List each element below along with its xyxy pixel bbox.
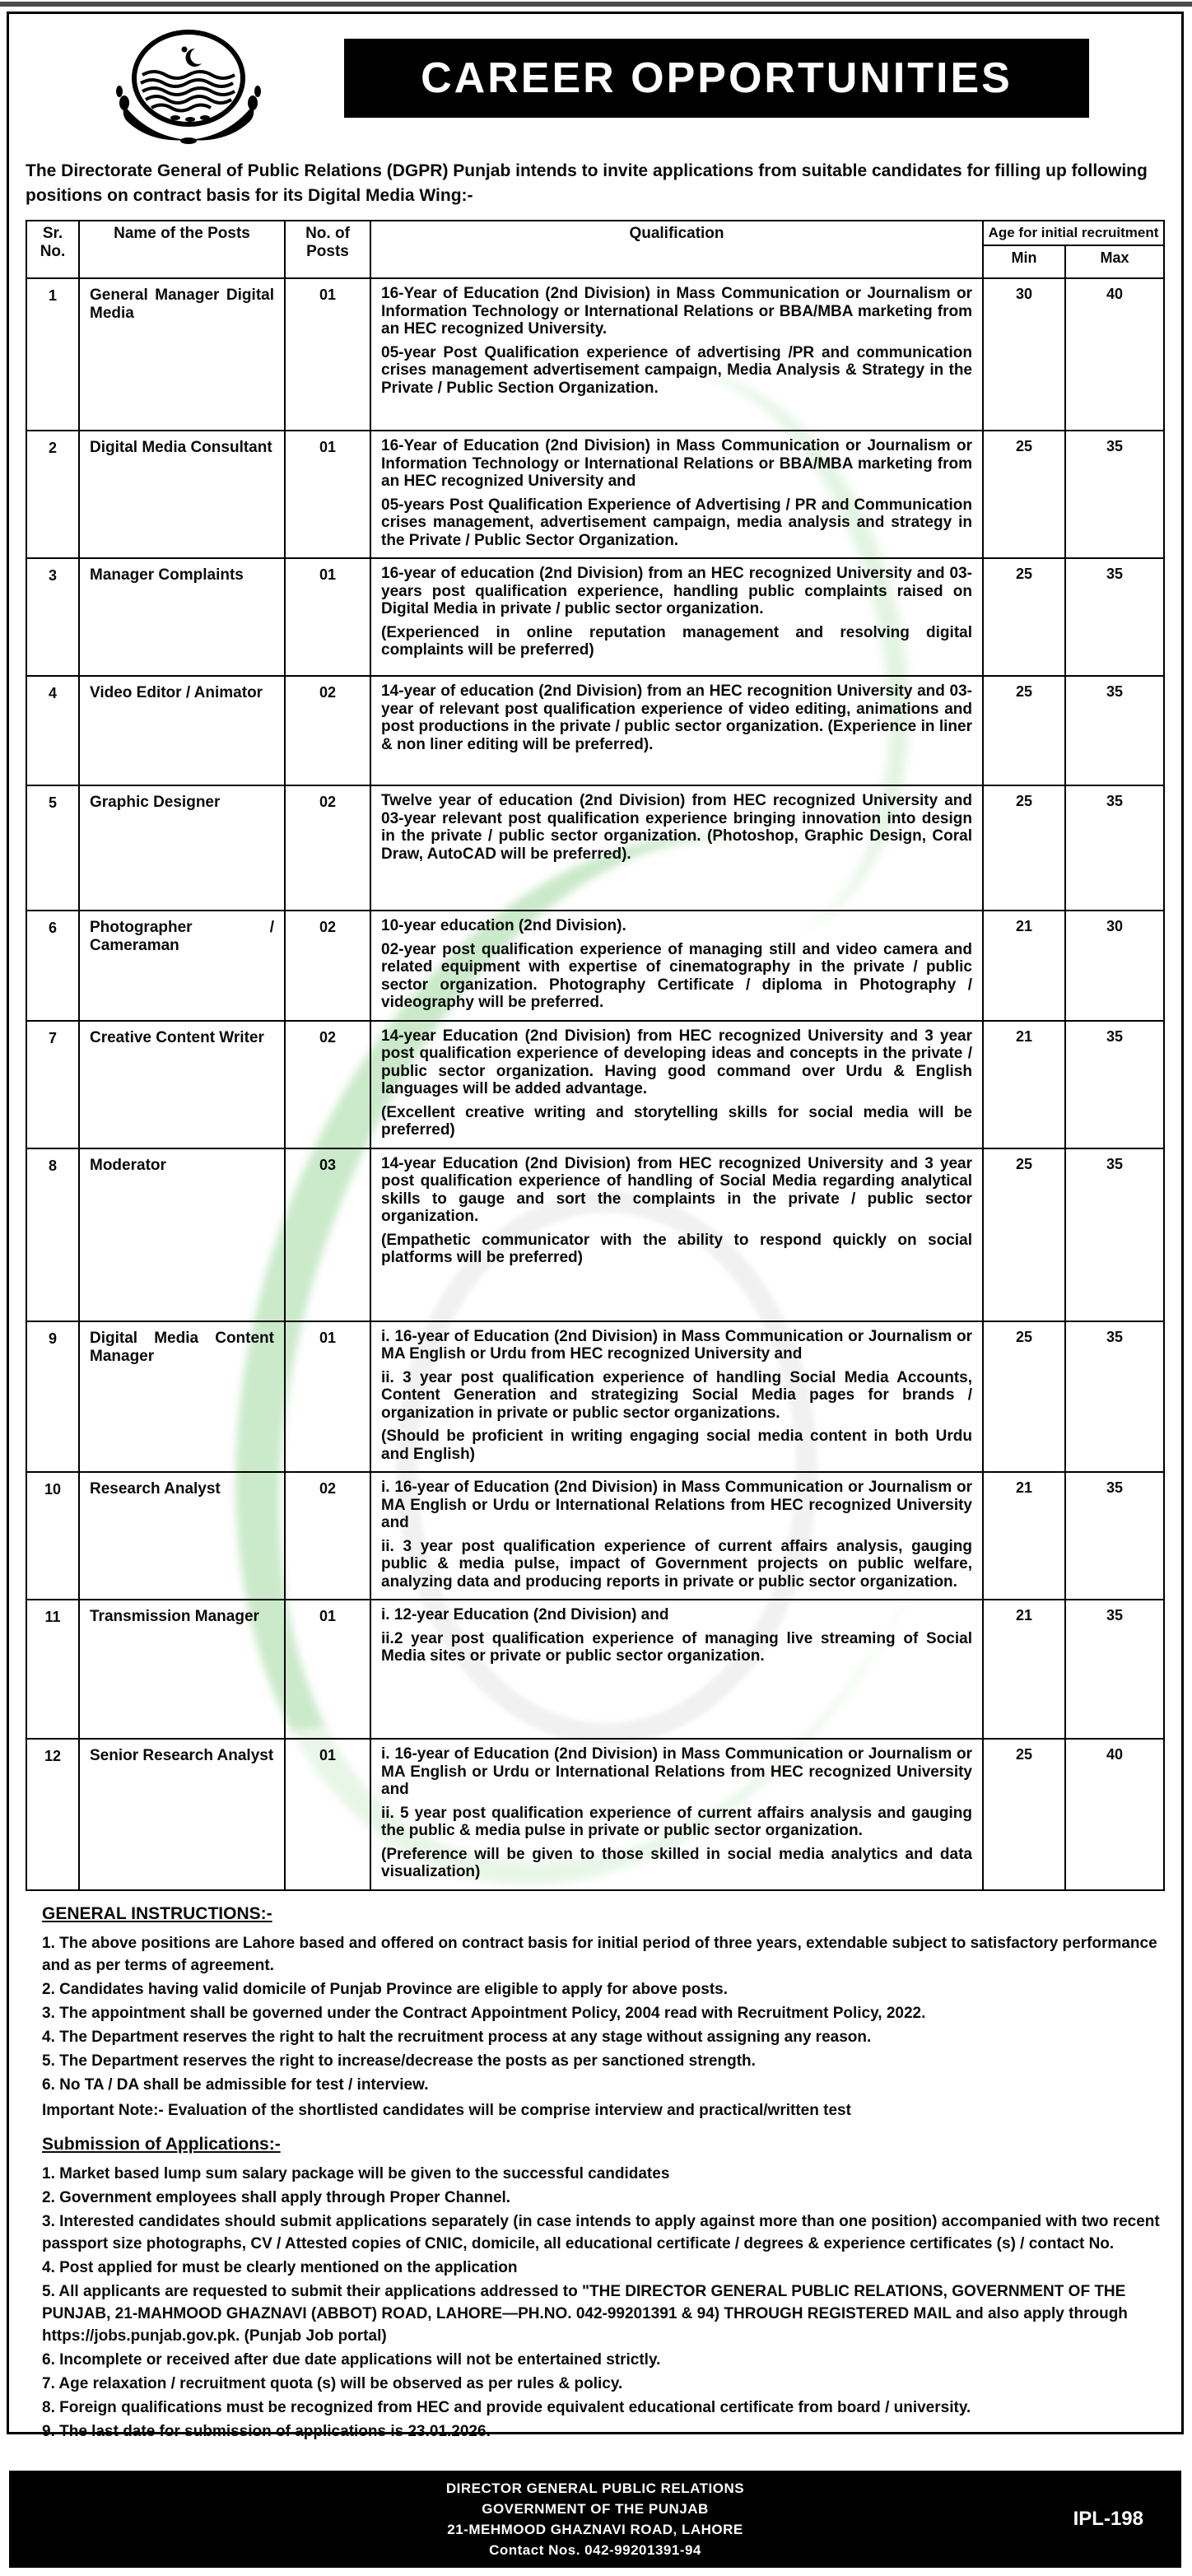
page-border [7, 12, 1184, 2558]
cell-qualification: i. 12-year Education (2nd Division) and ii.2 year post qualification experience of managing live streaming of Social Media sites or private or public sector organization. [370, 1600, 983, 1739]
cell-qualification: i. 16-year of Education (2nd Division) in Mass Communication or Journalism or MA English or Urdu or International Relations from HEC recognized University and ii. 5 year post qualification experience of current affairs analysis and gauging the public & media pulse in private or public sector organization. (Preference will be given to those skilled in social media analytics and data visualization) [370, 1739, 983, 1890]
table-row [26, 1321, 1164, 1473]
general-instructions-heading: GENERAL INSTRUCTIONS:- [42, 1903, 272, 1923]
submission-item: 3. Interested candidates should submit applications separately (in case intends to apply against more than one position) accompanied with two recent passport size photographs, CV / Attested copies of CNIC, domicile, all educational certificate / degrees & experience certificates (s) / contact No. [42, 2212, 1160, 2252]
cell-age-max: 35 [1065, 558, 1164, 676]
cell-age-min: 25 [983, 1739, 1065, 1890]
cell-sr-no: 11 [26, 1600, 79, 1739]
cell-age-min: 25 [983, 558, 1065, 676]
header [24, 19, 1166, 146]
cell-age-min: 25 [983, 1321, 1065, 1473]
instruction-item: 1. The above positions are Lahore based and offered on contract basis for initial period of three years, extendable subject to satisfactory performance and as per terms of agreement. [42, 1934, 1157, 1974]
cell-sr-no: 10 [26, 1472, 79, 1600]
col-header-age: Age for initial recruitment [983, 221, 1164, 245]
cell-qualification: 14-year Education (2nd Division) from HEC recognized University and 3 year post qualification experience of handling of Social Media regarding analytical skills to gauge and sort the complaints in the private / public sector organization. (Empathetic communicator with the ability to respond quickly on social platforms will be preferred) [370, 1148, 983, 1321]
cell-qualification: i. 16-year of Education (2nd Division) in Mass Communication or Journalism or MA English or Urdu from HEC recognized University and ii. 3 year post qualification experience of handling Social Media Accounts, Content Generation and strategizing Social Media pages for brands / organization in private or public sector organizations. (Should be proficient in writing engaging social media content in both Urdu and English) [370, 1321, 983, 1473]
submission-item: 9. The last date for submission of applications is 23.01.2026. [42, 2422, 491, 2440]
intro-text: The Directorate General of Public Relations (DGPR) Punjab intends to invite applications from suitable candidates for filling up following positions on contract basis for its Digital Media Wing:- [26, 161, 1148, 205]
instruction-item: 6. No TA / DA shall be admissible for test / interview. [42, 2075, 429, 2094]
cell-post-name: Video Editor / Animator [79, 676, 285, 785]
cell-no-of-posts: 03 [285, 1148, 370, 1321]
cell-post-name: Digital Media Consultant [79, 431, 285, 558]
col-header-min: Min [983, 245, 1065, 278]
cell-no-of-posts: 02 [285, 1021, 370, 1148]
punjab-government-crest-logo [100, 27, 277, 144]
cell-no-of-posts: 02 [285, 1472, 370, 1600]
cell-sr-no: 2 [26, 431, 79, 558]
cell-age-min: 30 [983, 278, 1065, 431]
ad-ref-code: IPL-198 [1073, 2507, 1143, 2530]
cell-no-of-posts: 02 [285, 785, 370, 911]
submission-list [42, 2163, 1163, 2443]
table-row [26, 278, 1164, 431]
cell-age-max: 35 [1065, 1600, 1164, 1739]
cell-post-name: Digital Media Content Manager [79, 1321, 285, 1473]
footer-line: 21-MEHMOOD GHAZNAVI ROAD, LAHORE [447, 2521, 743, 2537]
cell-age-max: 40 [1065, 1739, 1164, 1890]
important-note: Important Note:- Evaluation of the shortlisted candidates will be comprise interview and practical/written test [42, 2101, 851, 2119]
footer-line: GOVERNMENT OF THE PUNJAB [482, 2500, 709, 2517]
scan-top-edge [0, 2, 1192, 7]
cell-no-of-posts: 01 [285, 1739, 370, 1890]
cell-post-name: Research Analyst [79, 1472, 285, 1600]
cell-no-of-posts: 01 [285, 278, 370, 431]
cell-age-min: 25 [983, 431, 1065, 558]
col-header-max: Max [1065, 245, 1164, 278]
cell-sr-no: 5 [26, 785, 79, 911]
cell-age-max: 35 [1065, 676, 1164, 785]
cell-qualification: i. 16-year of Education (2nd Division) in Mass Communication or Journalism or MA English or Urdu or International Relations from HEC recognized University and ii. 3 year post qualification experience of current affairs analysis, gauging public & media pulse, impact of Government projects on public welfare, analyzing data and producing reports in private or public sector organization. [370, 1472, 983, 1600]
submission-item: 1. Market based lump sum salary package will be given to the successful candidates [42, 2164, 670, 2182]
general-instructions-section [42, 1904, 1163, 2122]
cell-age-max: 35 [1065, 1321, 1164, 1473]
table-body [26, 278, 1164, 1890]
cell-no-of-posts: 01 [285, 1600, 370, 1739]
cell-sr-no: 12 [26, 1739, 79, 1890]
cell-no-of-posts: 01 [285, 431, 370, 558]
cell-post-name: Moderator [79, 1148, 285, 1321]
cell-post-name: Graphic Designer [79, 785, 285, 911]
cell-no-of-posts: 02 [285, 676, 370, 785]
document [9, 14, 1181, 2576]
cell-age-max: 35 [1065, 431, 1164, 558]
cell-age-min: 25 [983, 676, 1065, 785]
cell-qualification: 14-year Education (2nd Division) from HEC recognized University and 3 year post qualification experience of developing ideas and concepts in the private / public sector organization. Having good command over Urdu & English languages will be added advantage. (Excellent creative writing and storytelling skills for social media will be preferred) [370, 1021, 983, 1148]
cell-qualification: Twelve year of education (2nd Division) from HEC recognized University and 03-year relevant post qualification experience bringing innovation into design in the private / public sector organization. (Photoshop, Graphic Design, Coral Draw, AutoCAD will be preferred). [370, 785, 983, 911]
submission-item: 2. Government employees shall apply through Proper Channel. [42, 2188, 511, 2206]
cell-post-name: Manager Complaints [79, 558, 285, 676]
cell-qualification: 16-Year of Education (2nd Division) in Mass Communication or Journalism or Information Technology or International Relations or BBA/MBA marketing from an HEC recognized University and 05-years Post Qualification Experience of Advertising / PR and Communication crises management, advertisement campaign, media analysis and strategy in the Private / Public Sector Organization. [370, 431, 983, 558]
submission-section [42, 2135, 1163, 2462]
cell-qualification: 16-year of education (2nd Division) from an HEC recognized University and 03-years post qualification experience, handling public complaints raised on Digital Media in private / public sector organization. (Experienced in online reputation management and resolving digital complaints will be preferred) [370, 558, 983, 676]
cell-post-name: Creative Content Writer [79, 1021, 285, 1148]
cell-age-min: 25 [983, 1148, 1065, 1321]
cell-qualification: 14-year of education (2nd Division) from an HEC recognition University and 03-year of relevant post qualification experience of video editing, animations and post productions in the private / public sector organization. (Experience in liner & non liner editing will be preferred). [370, 676, 983, 785]
cell-qualification: 16-Year of Education (2nd Division) in Mass Communication or Journalism or Information Technology or International Relations or BBA/MBA marketing from an HEC recognized University. 05-year Post Qualification experience of advertising /PR and communication crises management advertisement campaign, Media Analysis & Strategy in the Private / Public Section Organization. [370, 278, 983, 431]
table-row [26, 1739, 1164, 1890]
cell-post-name: Senior Research Analyst [79, 1739, 285, 1890]
cell-age-max: 35 [1065, 1021, 1164, 1148]
table-row [26, 431, 1164, 558]
table-row [26, 676, 1164, 785]
footer-line: Contact Nos. 042-99201391-94 [489, 2541, 701, 2558]
cell-age-min: 21 [983, 1600, 1065, 1739]
submission-item: 6. Incomplete or received after due date applications will not be entertained strictly. [42, 2350, 661, 2369]
table-row [26, 1600, 1164, 1739]
submission-item: 7. Age relaxation / recruitment quota (s) will be observed as per rules & policy. [42, 2374, 623, 2392]
page-title: CAREER OPPORTUNITIES [421, 54, 1013, 102]
cell-age-max: 30 [1065, 911, 1164, 1021]
cell-no-of-posts: 01 [285, 1321, 370, 1473]
footer-banner [9, 2471, 1181, 2568]
cell-sr-no: 6 [26, 911, 79, 1021]
cell-qualification: 10-year education (2nd Division). 02-year post qualification experience of managing still and video camera and related equipment with expertise of cinematography in the private / public sector organization. Photography Certificate / diploma in Photography / videography will be preferred. [370, 911, 983, 1021]
cell-sr-no: 7 [26, 1021, 79, 1148]
table-row [26, 785, 1164, 911]
cell-age-max: 40 [1065, 278, 1164, 431]
footer-line: DIRECTOR GENERAL PUBLIC RELATIONS [445, 2480, 745, 2496]
instruction-item: 4. The Department reserves the right to halt the recruitment process at any stage without assigning any reason. [42, 2028, 872, 2046]
instruction-item: 5. The Department reserves the right to increase/decrease the posts as per sanctioned strength. [42, 2052, 756, 2070]
cell-age-max: 35 [1065, 1148, 1164, 1321]
cell-post-name: Transmission Manager [79, 1600, 285, 1739]
cell-no-of-posts: 02 [285, 911, 370, 1021]
cell-age-max: 35 [1065, 785, 1164, 911]
positions-table [26, 220, 1165, 1891]
col-header-sr: Sr. No. [26, 221, 79, 278]
crest-icon [100, 27, 277, 144]
submission-item: 8. Foreign qualifications must be recognized from HEC and provide equivalent educational certificate from board / university. [42, 2398, 971, 2416]
instruction-item: 3. The appointment shall be governed under the Contract Appointment Policy, 2004 read with Recruitment Policy, 2022. [42, 2004, 926, 2022]
col-header-posts: No. of Posts [285, 221, 370, 278]
cell-sr-no: 4 [26, 676, 79, 785]
instruction-item: 2. Candidates having valid domicile of Punjab Province are eligible to apply for above posts. [42, 1980, 729, 1998]
cell-post-name: Photographer / Cameraman [79, 911, 285, 1021]
cell-sr-no: 3 [26, 558, 79, 676]
cell-post-name: General Manager Digital Media [79, 278, 285, 431]
cell-age-min: 21 [983, 911, 1065, 1021]
title-banner [344, 39, 1089, 118]
table-row [26, 1472, 1164, 1600]
col-header-name: Name of the Posts [79, 221, 285, 278]
cell-age-max: 35 [1065, 1472, 1164, 1600]
submission-item: 5. All applicants are requested to submit their applications addressed to "THE DIRECTOR GENERAL PUBLIC RELATIONS, GOVERNMENT OF THE PUNJAB, 21-MAHMOOD GHAZNAVI (ABBOT) ROAD, LAHORE—PH.NO. 042-99201391 & 94) THROUGH REGISTERED MAIL and also apply through https://jobs.punjab.gov.pk. (Punjab Job portal) [42, 2282, 1128, 2345]
general-instructions-list [42, 1932, 1163, 2096]
cell-age-min: 25 [983, 785, 1065, 911]
table-row [26, 558, 1164, 676]
cell-age-min: 21 [983, 1021, 1065, 1148]
table-row [26, 911, 1164, 1021]
cell-sr-no: 8 [26, 1148, 79, 1321]
submission-heading: Submission of Applications:- [42, 2134, 281, 2154]
table-row [26, 1148, 1164, 1321]
cell-sr-no: 9 [26, 1321, 79, 1473]
cell-sr-no: 1 [26, 278, 79, 431]
submission-item: 4. Post applied for must be clearly mentioned on the application [42, 2258, 518, 2276]
table-row [26, 1021, 1164, 1148]
cell-no-of-posts: 01 [285, 558, 370, 676]
cell-age-min: 21 [983, 1472, 1065, 1600]
table-header [26, 221, 1164, 278]
col-header-qualification: Qualification [370, 221, 983, 278]
footer-lines [446, 2478, 744, 2560]
